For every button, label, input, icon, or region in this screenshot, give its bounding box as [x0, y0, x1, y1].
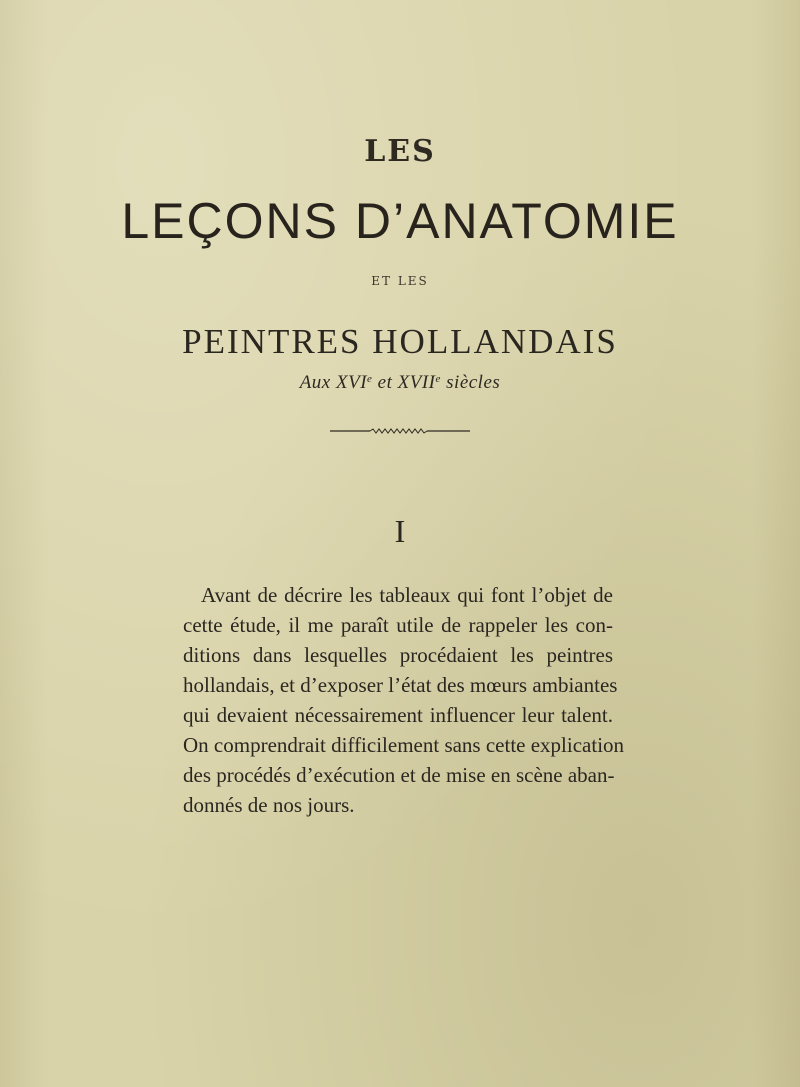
section-number: I — [394, 513, 406, 549]
paragraph-line: Avant de décrire les tableaux qui font l’objet de — [201, 583, 613, 607]
centuries-sup-1: e — [367, 373, 373, 385]
body-paragraph — [183, 580, 625, 820]
centuries-aux: Aux XVI — [299, 372, 368, 393]
title-les: LES — [364, 134, 436, 169]
paragraph-line: qui devaient nécessairement influencer leur talent. — [183, 703, 613, 727]
centuries-et: et XVII — [372, 372, 436, 393]
paragraph-line: hollandais, et d’exposer l’état des mœurs ambiantes — [183, 673, 618, 697]
paragraph-line: donnés de nos jours. — [183, 793, 355, 817]
title-et-les: ET LES — [371, 274, 429, 288]
main-title: LEÇONS D’ANATOMIE — [121, 193, 679, 249]
paragraph-line: des procédés d’exécution et de mise en scène aban- — [183, 763, 615, 787]
centuries-line — [0, 372, 800, 394]
paragraph-line: cette étude, il me paraît utile de rappeler les con- — [183, 613, 613, 637]
ornament-divider-icon — [330, 426, 470, 436]
paragraph-line: ditions dans lesquelles procédaient les peintres — [183, 643, 613, 667]
paragraph-line: On comprendrait difficilement sans cette explication — [183, 733, 625, 757]
centuries-sup-2: e — [435, 373, 441, 385]
centuries-siecles: siècles — [440, 372, 501, 393]
subtitle: PEINTRES HOLLANDAIS — [182, 322, 618, 361]
